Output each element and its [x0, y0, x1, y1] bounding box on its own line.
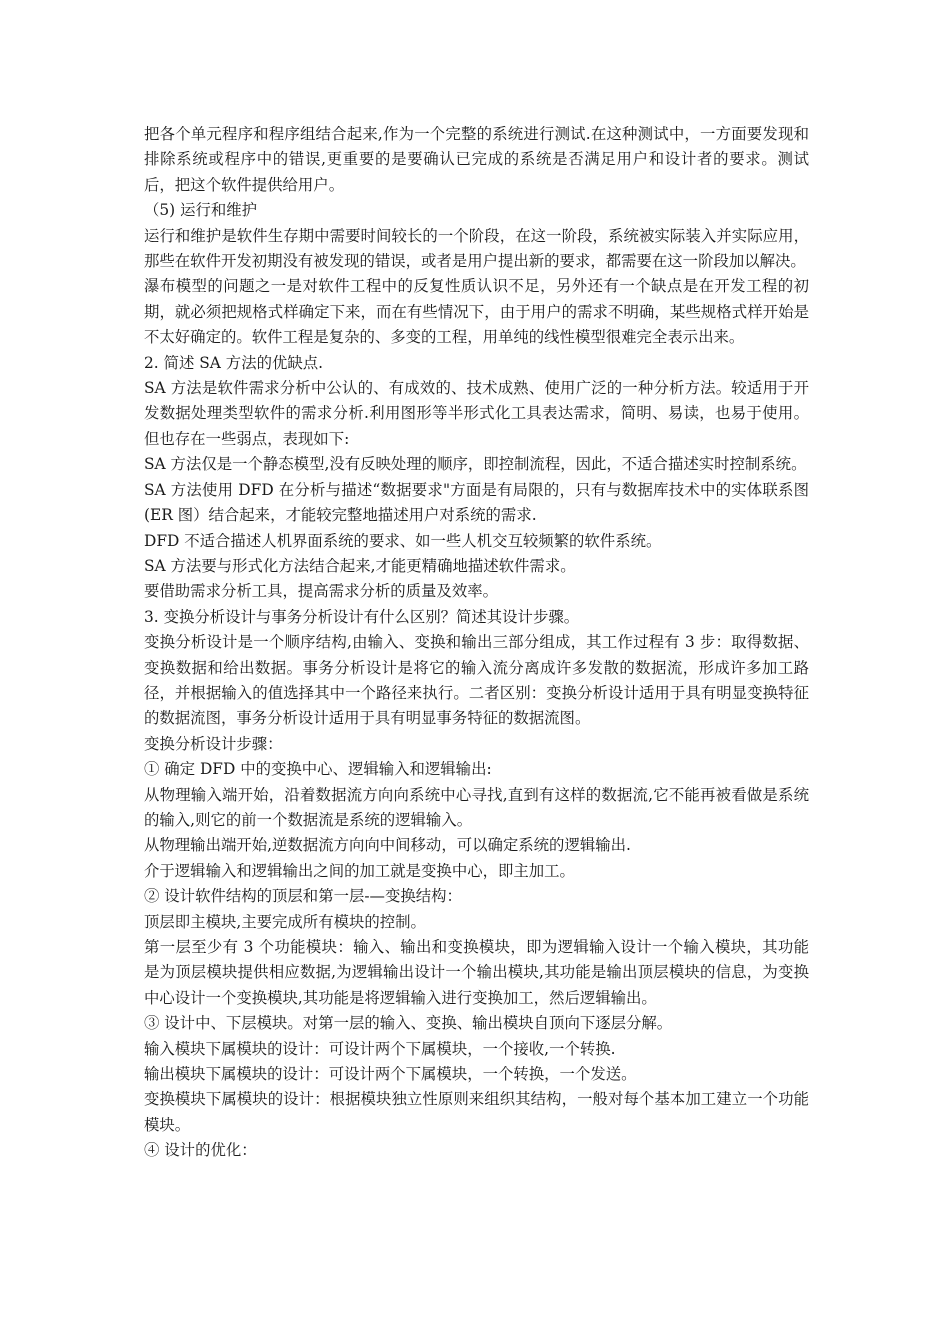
step-heading: ① 确定 DFD 中的变换中心、逻辑输入和逻辑输出:	[144, 760, 492, 779]
paragraph: SA 方法使用 DFD 在分析与描述“数据要求"方面是有局限的，只有与数据库技术中的实体联系图(ER 图）结合起来，才能较完整地描述用户对系统的需求.	[144, 480, 809, 525]
section-heading: （5) 运行和维护	[144, 201, 258, 220]
step-heading: ③ 设计中、下层模块。对第一层的输入、变换、输出模块自顶向下逐层分解。	[144, 1014, 673, 1033]
paragraph: 输入模块下属模块的设计：可设计两个下属模块，一个接收,一个转换.	[144, 1039, 616, 1058]
paragraph: 介于逻辑输入和逻辑输出之间的加工就是变换中心，即主加工。	[144, 861, 575, 880]
paragraph: 从物理输入端开始，沿着数据流方向向系统中心寻找,直到有这样的数据流,它不能再被看做是系统的输入,则它的前一个数据流是系统的逻辑输入。	[144, 785, 809, 829]
paragraph: 变换分析设计是一个顺序结构,由输入、变换和输出三部分组成，其工作过程有 3 步：取得数据、变换数据和给出数据。事务分析设计是将它的输入流分离成许多发散的数据流，形成许多加工路径，并根据输入的值选择其中一个路径来执行。二者区别：变换分析设计适用于具有明显变换特征的数据流图，事务分析设计适用于具有明显事务特征的数据流图。	[144, 633, 809, 728]
paragraph: 运行和维护是软件生存期中需要时间较长的一个阶段，在这一阶段，系统被实际装入并实际应用，那些在软件开发初期没有被发现的错误，或者是用户提出新的要求，都需要在这一阶段加以解决。	[144, 226, 809, 271]
step-heading: ④ 设计的优化：	[144, 1141, 257, 1160]
document-body	[144, 122, 809, 1164]
question-heading: 3. 变换分析设计与事务分析设计有什么区别？简述其设计步骤。	[144, 607, 580, 626]
paragraph: SA 方法是软件需求分析中公认的、有成效的、技术成熟、使用广泛的一种分析方法。较适用于开发数据处理类型软件的需求分析.利用图形等半形式化工具表达需求，简明、易读，也易于使用。但也存在一些弱点，表现如下:	[144, 379, 809, 448]
paragraph: 要借助需求分析工具，提高需求分析的质量及效率。	[144, 582, 498, 601]
question-heading: 2. 简述 SA 方法的优缺点.	[144, 353, 324, 372]
paragraph: 变换分析设计步骤：	[144, 734, 283, 753]
paragraph: SA 方法仅是一个静态模型,没有反映处理的顺序，即控制流程，因此，不适合描述实时控制系统。	[144, 455, 807, 474]
paragraph: 从物理输出端开始,逆数据流方向向中间移动，可以确定系统的逻辑输出.	[144, 836, 631, 855]
step-heading: ② 设计软件结构的顶层和第一层-—变换结构：	[144, 887, 462, 906]
paragraph: 变换模块下属模块的设计：根据模块独立性原则来组织其结构，一般对每个基本加工建立一个功能模块。	[144, 1090, 809, 1134]
paragraph: 瀑布模型的问题之一是对软件工程中的反复性质认识不足，另外还有一个缺点是在开发工程的初期，就必须把规格式样确定下来，而在有些情况下，由于用户的需求不明确，某些规格式样开始是不太好确定的。软件工程是复杂的、多变的工程，用单纯的线性模型很难完全表示出来。	[144, 277, 809, 347]
paragraph: 把各个单元程序和程序组结合起来,作为一个完整的系统进行测试.在这种测试中，一方面要发现和排除系统或程序中的错误,更重要的是要确认已完成的系统是否满足用户和设计者的要求。测试后，把这个软件提供给用户。	[144, 125, 809, 194]
paragraph: SA 方法要与形式化方法结合起来,才能更精确地描述软件需求。	[144, 556, 576, 575]
paragraph: 输出模块下属模块的设计：可设计两个下属模块，一个转换，一个发送。	[144, 1065, 637, 1084]
paragraph: 第一层至少有 3 个功能模块：输入、输出和变换模块，即为逻辑输入设计一个输入模块，其功能是为顶层模块提供相应数据,为逻辑输出设计一个输出模块,其功能是输出顶层模块的信息，为变换中心设计一个变换模块,其功能是将逻辑输入进行变换加工，然后逻辑输出。	[144, 938, 809, 1007]
paragraph: 顶层即主模块,主要完成所有模块的控制。	[144, 912, 426, 931]
paragraph: DFD 不适合描述人机界面系统的要求、如一些人机交互较频繁的软件系统。	[144, 531, 662, 550]
